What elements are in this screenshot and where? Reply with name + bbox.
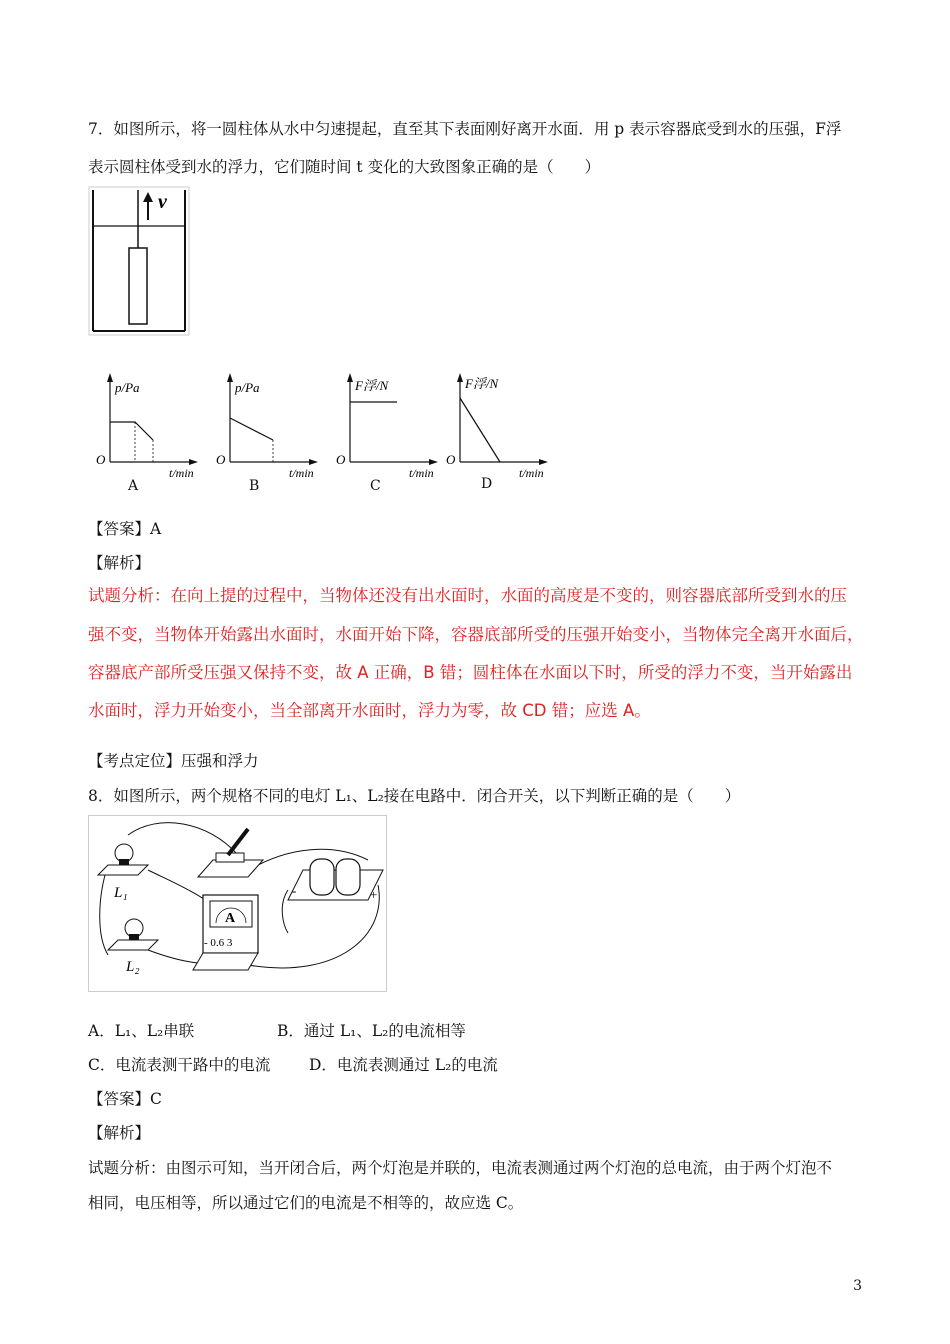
- q8-option-a: A．L₁、L₂串联: [88, 1022, 195, 1040]
- q7-stem-line2: 表示圆柱体受到水的浮力，它们随时间 t 变化的大致图象正确的是（ ）: [88, 158, 601, 176]
- circuit-plus: +: [370, 887, 378, 902]
- circuit-minus: -: [292, 883, 297, 898]
- q7-analysis-line: 强不变，当物体开始露出水面时，水面开始下降，容器底部所受的压强开始变小，当物体完全离开水面后，: [88, 625, 864, 644]
- q7-answer: 【答案】A: [88, 520, 162, 538]
- graph-b-xlabel: t/min: [289, 466, 314, 480]
- velocity-label: v: [158, 191, 167, 213]
- graph-c-origin: O: [336, 452, 346, 467]
- circuit-label-l1: L₁: [114, 885, 128, 901]
- graph-a: [95, 370, 205, 480]
- circuit-terminals: - 0.6 3: [204, 937, 233, 949]
- container-figure: [88, 186, 192, 338]
- graph-d-xlabel: t/min: [519, 466, 544, 480]
- graph-c: [335, 370, 447, 480]
- circuit-meter: A: [225, 911, 236, 926]
- q7-analysis-line: 容器底产部所受压强又保持不变，故 A 正确，B 错；圆柱体在水面以下时，所受的浮力不变，当开始露出: [88, 663, 853, 682]
- graph-b: [215, 370, 327, 480]
- graph-a-label: A: [128, 478, 139, 494]
- q7-analysis-line: 水面时，浮力开始变小，当全部离开水面时，浮力为零，故 CD 错；应选 A。: [88, 701, 651, 720]
- q7-stem-line1: 7．如图所示，将一圆柱体从水中匀速提起，直至其下表面刚好离开水面．用 p 表示容器底受到水的压强，F浮: [88, 120, 842, 138]
- graph-d-label: D: [481, 476, 493, 492]
- graph-b-origin: O: [216, 452, 226, 467]
- q8-analysis-heading: 【解析】: [88, 1124, 151, 1142]
- page-number: 3: [853, 1278, 862, 1294]
- graph-d: [445, 370, 557, 480]
- q8-option-d: D．电流表测通过 L₂的电流: [309, 1056, 498, 1074]
- q8-analysis-line: 试题分析：由图示可知，当开闭合后，两个灯泡是并联的，电流表测通过两个灯泡的总电流，由于两个灯泡不: [88, 1159, 833, 1177]
- q7-analysis-line: 试题分析：在向上提的过程中，当物体还没有出水面时，水面的高度是不变的，则容器底部所受到水的压: [88, 586, 847, 605]
- circuit-label-l2: L₂: [126, 959, 140, 975]
- q8-answer: 【答案】C: [88, 1090, 162, 1108]
- q8-option-b: B．通过 L₁、L₂的电流相等: [277, 1022, 466, 1040]
- graph-c-ylabel: F浮/N: [355, 378, 389, 393]
- graph-d-ylabel: F浮/N: [465, 376, 499, 391]
- q8-option-c: C．电流表测干路中的电流: [88, 1056, 271, 1074]
- graph-b-ylabel: p/Pa: [235, 380, 260, 395]
- graph-a-ylabel: p/Pa: [115, 380, 140, 395]
- graph-c-label: C: [370, 478, 381, 494]
- graph-a-origin: O: [96, 452, 106, 467]
- q7-kaodian: 【考点定位】压强和浮力: [88, 752, 259, 770]
- q8-stem: 8．如图所示，两个规格不同的电灯 L₁、L₂接在电路中．闭合开关，以下判断正确的是（ ）: [88, 787, 741, 805]
- graph-c-xlabel: t/min: [409, 466, 434, 480]
- graph-b-label: B: [249, 478, 260, 494]
- graph-d-origin: O: [446, 452, 456, 467]
- graph-a-xlabel: t/min: [169, 466, 194, 480]
- circuit-figure: [88, 815, 388, 993]
- q8-analysis-line: 相同，电压相等，所以通过它们的电流是不相等的，故应选 C。: [88, 1194, 524, 1212]
- q7-analysis-heading: 【解析】: [88, 554, 151, 572]
